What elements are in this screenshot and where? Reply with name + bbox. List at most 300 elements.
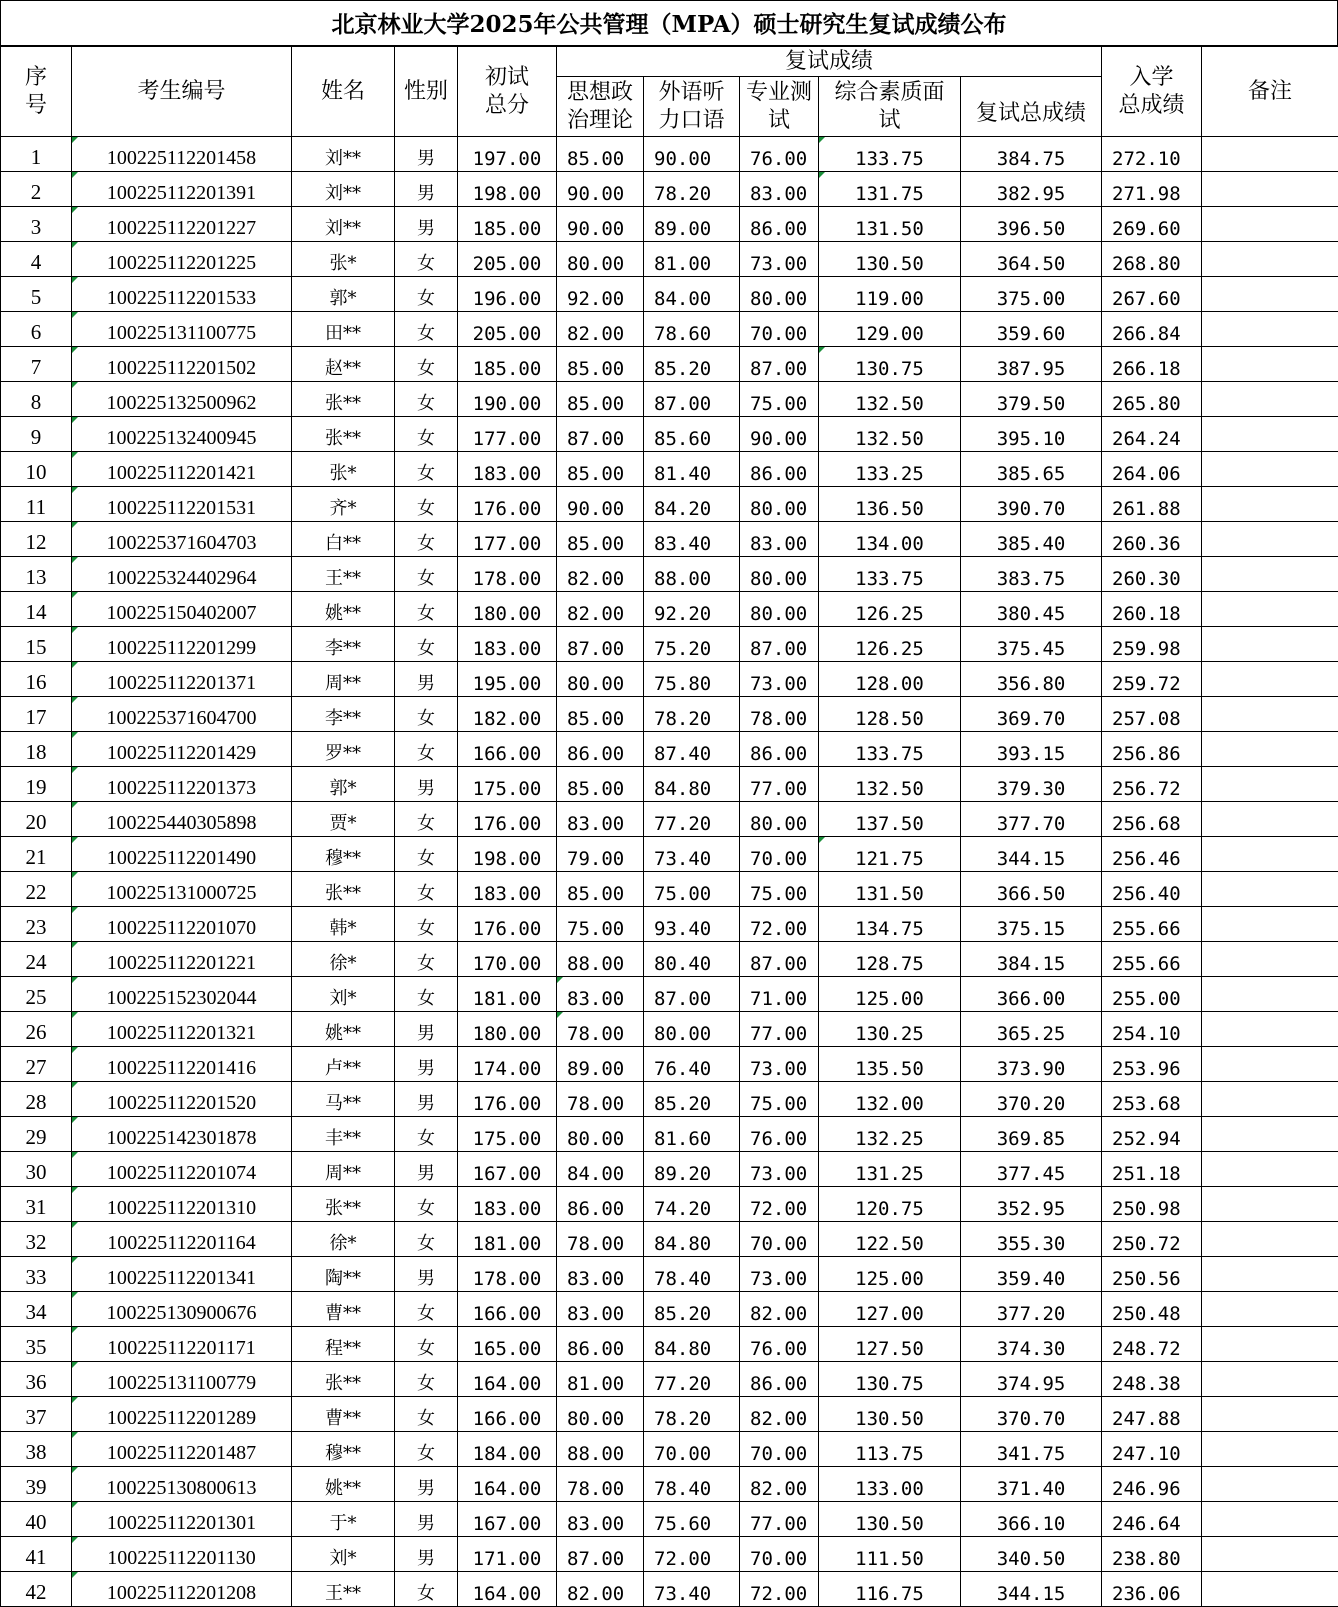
cell-remarks bbox=[1202, 1257, 1338, 1292]
cell-seq: 31 bbox=[1, 1187, 72, 1222]
cell-name: 张** bbox=[292, 417, 395, 452]
cell-comprehensive: 127.00 bbox=[819, 1292, 961, 1327]
cell-initial-score: 196.00 bbox=[458, 277, 557, 312]
cell-professional: 73.00 bbox=[740, 242, 819, 277]
table-row bbox=[1, 1257, 1338, 1292]
cell-admission-total: 238.80 bbox=[1102, 1537, 1202, 1572]
cell-professional: 83.00 bbox=[740, 172, 819, 207]
cell-initial-score: 183.00 bbox=[458, 1187, 557, 1222]
header-gender: 性别 bbox=[395, 47, 458, 137]
cell-admission-total: 253.68 bbox=[1102, 1082, 1202, 1117]
cell-name: 赵** bbox=[292, 347, 395, 382]
cell-professional: 82.00 bbox=[740, 1397, 819, 1432]
cell-remarks bbox=[1202, 487, 1338, 522]
cell-exam-id: 100225112201289 bbox=[72, 1397, 292, 1432]
cell-professional: 77.00 bbox=[740, 767, 819, 802]
cell-seq: 12 bbox=[1, 522, 72, 557]
cell-comprehensive: 130.75 bbox=[819, 1362, 961, 1397]
cell-retest-total: 359.60 bbox=[961, 312, 1102, 347]
cell-seq: 41 bbox=[1, 1537, 72, 1572]
cell-foreign-language: 75.20 bbox=[644, 627, 740, 662]
cell-retest-total: 375.00 bbox=[961, 277, 1102, 312]
cell-exam-id: 100225112201371 bbox=[72, 662, 292, 697]
cell-initial-score: 205.00 bbox=[458, 242, 557, 277]
cell-initial-score: 195.00 bbox=[458, 662, 557, 697]
cell-politics: 89.00 bbox=[557, 1047, 644, 1082]
page-title: 北京林业大学2025年公共管理（MPA）硕士研究生复试成绩公布 bbox=[0, 0, 1338, 46]
cell-gender: 女 bbox=[395, 1397, 458, 1432]
cell-admission-total: 254.10 bbox=[1102, 1012, 1202, 1047]
cell-professional: 83.00 bbox=[740, 522, 819, 557]
cell-comprehensive: 131.50 bbox=[819, 872, 961, 907]
cell-seq: 34 bbox=[1, 1292, 72, 1327]
cell-professional: 86.00 bbox=[740, 1362, 819, 1397]
cell-politics: 86.00 bbox=[557, 1327, 644, 1362]
cell-retest-total: 379.30 bbox=[961, 767, 1102, 802]
cell-foreign-language: 78.20 bbox=[644, 172, 740, 207]
cell-remarks bbox=[1202, 1327, 1338, 1362]
cell-exam-id: 100225112201070 bbox=[72, 907, 292, 942]
cell-comprehensive: 135.50 bbox=[819, 1047, 961, 1082]
cell-name: 刘** bbox=[292, 207, 395, 242]
cell-gender: 男 bbox=[395, 1257, 458, 1292]
cell-name: 卢** bbox=[292, 1047, 395, 1082]
cell-name: 程** bbox=[292, 1327, 395, 1362]
cell-remarks bbox=[1202, 557, 1338, 592]
cell-comprehensive: 136.50 bbox=[819, 487, 961, 522]
cell-initial-score: 176.00 bbox=[458, 487, 557, 522]
cell-seq: 25 bbox=[1, 977, 72, 1012]
cell-comprehensive: 128.75 bbox=[819, 942, 961, 977]
cell-exam-id: 100225112201421 bbox=[72, 452, 292, 487]
cell-foreign-language: 74.20 bbox=[644, 1187, 740, 1222]
cell-professional: 80.00 bbox=[740, 802, 819, 837]
cell-remarks bbox=[1202, 1117, 1338, 1152]
cell-professional: 86.00 bbox=[740, 452, 819, 487]
cell-admission-total: 256.68 bbox=[1102, 802, 1202, 837]
cell-gender: 女 bbox=[395, 312, 458, 347]
cell-professional: 76.00 bbox=[740, 137, 819, 172]
cell-remarks bbox=[1202, 1222, 1338, 1257]
cell-admission-total: 250.98 bbox=[1102, 1187, 1202, 1222]
cell-foreign-language: 77.20 bbox=[644, 802, 740, 837]
cell-gender: 女 bbox=[395, 487, 458, 522]
cell-foreign-language: 83.40 bbox=[644, 522, 740, 557]
cell-politics: 82.00 bbox=[557, 592, 644, 627]
cell-professional: 87.00 bbox=[740, 627, 819, 662]
cell-retest-total: 369.85 bbox=[961, 1117, 1102, 1152]
cell-foreign-language: 87.40 bbox=[644, 732, 740, 767]
cell-seq: 40 bbox=[1, 1502, 72, 1537]
cell-foreign-language: 72.00 bbox=[644, 1537, 740, 1572]
table-row bbox=[1, 242, 1338, 277]
table-row bbox=[1, 487, 1338, 522]
cell-admission-total: 251.18 bbox=[1102, 1152, 1202, 1187]
cell-name: 周** bbox=[292, 662, 395, 697]
table-row bbox=[1, 767, 1338, 802]
cell-comprehensive: 133.75 bbox=[819, 732, 961, 767]
cell-retest-total: 380.45 bbox=[961, 592, 1102, 627]
cell-seq: 27 bbox=[1, 1047, 72, 1082]
cell-admission-total: 248.72 bbox=[1102, 1327, 1202, 1362]
cell-name: 张** bbox=[292, 382, 395, 417]
cell-foreign-language: 90.00 bbox=[644, 137, 740, 172]
cell-remarks bbox=[1202, 382, 1338, 417]
cell-retest-total: 359.40 bbox=[961, 1257, 1102, 1292]
cell-remarks bbox=[1202, 592, 1338, 627]
table-body bbox=[1, 137, 1338, 1607]
cell-foreign-language: 84.20 bbox=[644, 487, 740, 522]
cell-gender: 男 bbox=[395, 767, 458, 802]
cell-politics: 86.00 bbox=[557, 1187, 644, 1222]
cell-name: 李** bbox=[292, 697, 395, 732]
cell-remarks bbox=[1202, 277, 1338, 312]
table-row bbox=[1, 802, 1338, 837]
cell-initial-score: 183.00 bbox=[458, 872, 557, 907]
cell-gender: 女 bbox=[395, 802, 458, 837]
cell-comprehensive: 131.75 bbox=[819, 172, 961, 207]
cell-politics: 78.00 bbox=[557, 1012, 644, 1047]
cell-comprehensive: 119.00 bbox=[819, 277, 961, 312]
cell-seq: 13 bbox=[1, 557, 72, 592]
cell-initial-score: 167.00 bbox=[458, 1152, 557, 1187]
cell-remarks bbox=[1202, 312, 1338, 347]
cell-politics: 88.00 bbox=[557, 942, 644, 977]
table-row bbox=[1, 557, 1338, 592]
cell-politics: 78.00 bbox=[557, 1082, 644, 1117]
cell-gender: 女 bbox=[395, 382, 458, 417]
cell-gender: 男 bbox=[395, 1012, 458, 1047]
cell-exam-id: 100225112201130 bbox=[72, 1537, 292, 1572]
table-row bbox=[1, 347, 1338, 382]
cell-gender: 男 bbox=[395, 207, 458, 242]
cell-remarks bbox=[1202, 837, 1338, 872]
cell-seq: 36 bbox=[1, 1362, 72, 1397]
cell-gender: 女 bbox=[395, 452, 458, 487]
cell-gender: 男 bbox=[395, 1047, 458, 1082]
cell-exam-id: 100225112201310 bbox=[72, 1187, 292, 1222]
cell-name: 张* bbox=[292, 242, 395, 277]
cell-comprehensive: 133.75 bbox=[819, 137, 961, 172]
cell-professional: 70.00 bbox=[740, 1222, 819, 1257]
cell-politics: 80.00 bbox=[557, 1397, 644, 1432]
cell-name: 周** bbox=[292, 1152, 395, 1187]
cell-professional: 87.00 bbox=[740, 942, 819, 977]
cell-admission-total: 250.56 bbox=[1102, 1257, 1202, 1292]
cell-professional: 87.00 bbox=[740, 347, 819, 382]
cell-comprehensive: 133.75 bbox=[819, 557, 961, 592]
cell-comprehensive: 111.50 bbox=[819, 1537, 961, 1572]
cell-admission-total: 246.96 bbox=[1102, 1467, 1202, 1502]
cell-seq: 33 bbox=[1, 1257, 72, 1292]
cell-name: 穆** bbox=[292, 837, 395, 872]
cell-name: 王** bbox=[292, 557, 395, 592]
cell-retest-total: 366.00 bbox=[961, 977, 1102, 1012]
cell-professional: 78.00 bbox=[740, 697, 819, 732]
cell-politics: 82.00 bbox=[557, 1572, 644, 1607]
cell-comprehensive: 132.25 bbox=[819, 1117, 961, 1152]
cell-initial-score: 190.00 bbox=[458, 382, 557, 417]
cell-initial-score: 177.00 bbox=[458, 417, 557, 452]
cell-gender: 男 bbox=[395, 1152, 458, 1187]
cell-exam-id: 100225112201341 bbox=[72, 1257, 292, 1292]
cell-retest-total: 387.95 bbox=[961, 347, 1102, 382]
cell-retest-total: 375.15 bbox=[961, 907, 1102, 942]
cell-initial-score: 170.00 bbox=[458, 942, 557, 977]
cell-gender: 男 bbox=[395, 1082, 458, 1117]
cell-remarks bbox=[1202, 942, 1338, 977]
cell-seq: 1 bbox=[1, 137, 72, 172]
cell-gender: 女 bbox=[395, 1117, 458, 1152]
cell-politics: 83.00 bbox=[557, 1292, 644, 1327]
cell-seq: 4 bbox=[1, 242, 72, 277]
cell-remarks bbox=[1202, 1292, 1338, 1327]
cell-politics: 81.00 bbox=[557, 1362, 644, 1397]
cell-remarks bbox=[1202, 662, 1338, 697]
cell-seq: 7 bbox=[1, 347, 72, 382]
cell-initial-score: 198.00 bbox=[458, 172, 557, 207]
header-professional: 专业测 试 bbox=[740, 77, 819, 137]
cell-name: 刘** bbox=[292, 137, 395, 172]
cell-exam-id: 100225112201487 bbox=[72, 1432, 292, 1467]
cell-admission-total: 265.80 bbox=[1102, 382, 1202, 417]
cell-seq: 14 bbox=[1, 592, 72, 627]
cell-admission-total: 260.36 bbox=[1102, 522, 1202, 557]
cell-retest-total: 365.25 bbox=[961, 1012, 1102, 1047]
header-exam-id: 考生编号 bbox=[72, 47, 292, 137]
score-table bbox=[0, 46, 1338, 1607]
cell-exam-id: 100225112201299 bbox=[72, 627, 292, 662]
cell-retest-total: 341.75 bbox=[961, 1432, 1102, 1467]
cell-foreign-language: 92.20 bbox=[644, 592, 740, 627]
cell-foreign-language: 89.20 bbox=[644, 1152, 740, 1187]
cell-seq: 21 bbox=[1, 837, 72, 872]
cell-exam-id: 100225131000725 bbox=[72, 872, 292, 907]
cell-name: 徐* bbox=[292, 942, 395, 977]
cell-remarks bbox=[1202, 137, 1338, 172]
cell-retest-total: 384.15 bbox=[961, 942, 1102, 977]
table-row bbox=[1, 312, 1338, 347]
cell-remarks bbox=[1202, 1187, 1338, 1222]
cell-exam-id: 100225112201301 bbox=[72, 1502, 292, 1537]
cell-retest-total: 340.50 bbox=[961, 1537, 1102, 1572]
cell-comprehensive: 132.50 bbox=[819, 382, 961, 417]
cell-foreign-language: 78.20 bbox=[644, 697, 740, 732]
cell-exam-id: 100225112201321 bbox=[72, 1012, 292, 1047]
cell-politics: 90.00 bbox=[557, 207, 644, 242]
cell-name: 刘** bbox=[292, 172, 395, 207]
cell-professional: 80.00 bbox=[740, 592, 819, 627]
cell-gender: 女 bbox=[395, 417, 458, 452]
cell-foreign-language: 87.00 bbox=[644, 382, 740, 417]
cell-initial-score: 176.00 bbox=[458, 907, 557, 942]
cell-remarks bbox=[1202, 207, 1338, 242]
cell-admission-total: 256.46 bbox=[1102, 837, 1202, 872]
cell-name: 陶** bbox=[292, 1257, 395, 1292]
cell-exam-id: 100225112201171 bbox=[72, 1327, 292, 1362]
cell-name: 郭* bbox=[292, 767, 395, 802]
table-row bbox=[1, 1572, 1338, 1607]
cell-professional: 76.00 bbox=[740, 1117, 819, 1152]
cell-foreign-language: 81.40 bbox=[644, 452, 740, 487]
cell-remarks bbox=[1202, 1432, 1338, 1467]
cell-name: 曹** bbox=[292, 1397, 395, 1432]
table-row bbox=[1, 627, 1338, 662]
cell-professional: 72.00 bbox=[740, 1187, 819, 1222]
cell-admission-total: 269.60 bbox=[1102, 207, 1202, 242]
cell-admission-total: 264.24 bbox=[1102, 417, 1202, 452]
cell-exam-id: 100225112201520 bbox=[72, 1082, 292, 1117]
cell-seq: 10 bbox=[1, 452, 72, 487]
cell-comprehensive: 129.00 bbox=[819, 312, 961, 347]
cell-initial-score: 183.00 bbox=[458, 627, 557, 662]
cell-admission-total: 247.10 bbox=[1102, 1432, 1202, 1467]
cell-admission-total: 260.18 bbox=[1102, 592, 1202, 627]
cell-name: 张** bbox=[292, 872, 395, 907]
cell-foreign-language: 70.00 bbox=[644, 1432, 740, 1467]
table-row bbox=[1, 1117, 1338, 1152]
cell-admission-total: 257.08 bbox=[1102, 697, 1202, 732]
cell-remarks bbox=[1202, 802, 1338, 837]
table-row bbox=[1, 1082, 1338, 1117]
cell-name: 韩* bbox=[292, 907, 395, 942]
cell-seq: 23 bbox=[1, 907, 72, 942]
table-row bbox=[1, 382, 1338, 417]
table-row bbox=[1, 872, 1338, 907]
header-initial-score: 初试 总分 bbox=[458, 47, 557, 137]
cell-foreign-language: 77.20 bbox=[644, 1362, 740, 1397]
cell-retest-total: 371.40 bbox=[961, 1467, 1102, 1502]
cell-retest-total: 377.70 bbox=[961, 802, 1102, 837]
cell-professional: 72.00 bbox=[740, 1572, 819, 1607]
cell-remarks bbox=[1202, 1362, 1338, 1397]
cell-foreign-language: 75.80 bbox=[644, 662, 740, 697]
cell-politics: 86.00 bbox=[557, 732, 644, 767]
cell-professional: 73.00 bbox=[740, 662, 819, 697]
cell-seq: 17 bbox=[1, 697, 72, 732]
cell-retest-total: 344.15 bbox=[961, 837, 1102, 872]
table-row bbox=[1, 662, 1338, 697]
cell-politics: 90.00 bbox=[557, 172, 644, 207]
cell-comprehensive: 134.00 bbox=[819, 522, 961, 557]
cell-politics: 87.00 bbox=[557, 627, 644, 662]
table-row bbox=[1, 1012, 1338, 1047]
cell-comprehensive: 128.00 bbox=[819, 662, 961, 697]
cell-remarks bbox=[1202, 347, 1338, 382]
cell-admission-total: 256.86 bbox=[1102, 732, 1202, 767]
header-comprehensive: 综合素质面 试 bbox=[819, 77, 961, 137]
cell-exam-id: 100225131100779 bbox=[72, 1362, 292, 1397]
cell-admission-total: 236.06 bbox=[1102, 1572, 1202, 1607]
header-foreign-language: 外语听 力口语 bbox=[644, 77, 740, 137]
cell-foreign-language: 76.40 bbox=[644, 1047, 740, 1082]
cell-gender: 女 bbox=[395, 1187, 458, 1222]
cell-gender: 女 bbox=[395, 907, 458, 942]
cell-comprehensive: 126.25 bbox=[819, 592, 961, 627]
cell-retest-total: 390.70 bbox=[961, 487, 1102, 522]
cell-initial-score: 180.00 bbox=[458, 592, 557, 627]
cell-foreign-language: 84.00 bbox=[644, 277, 740, 312]
cell-politics: 85.00 bbox=[557, 767, 644, 802]
cell-retest-total: 377.45 bbox=[961, 1152, 1102, 1187]
cell-exam-id: 100225112201373 bbox=[72, 767, 292, 802]
cell-politics: 83.00 bbox=[557, 1502, 644, 1537]
cell-comprehensive: 120.75 bbox=[819, 1187, 961, 1222]
cell-admission-total: 272.10 bbox=[1102, 137, 1202, 172]
cell-politics: 90.00 bbox=[557, 487, 644, 522]
cell-politics: 75.00 bbox=[557, 907, 644, 942]
cell-initial-score: 165.00 bbox=[458, 1327, 557, 1362]
cell-retest-total: 344.15 bbox=[961, 1572, 1102, 1607]
cell-seq: 35 bbox=[1, 1327, 72, 1362]
cell-exam-id: 100225324402964 bbox=[72, 557, 292, 592]
cell-professional: 75.00 bbox=[740, 382, 819, 417]
cell-foreign-language: 73.40 bbox=[644, 837, 740, 872]
cell-professional: 75.00 bbox=[740, 872, 819, 907]
cell-initial-score: 175.00 bbox=[458, 767, 557, 802]
cell-politics: 82.00 bbox=[557, 312, 644, 347]
cell-initial-score: 197.00 bbox=[458, 137, 557, 172]
cell-exam-id: 100225371604700 bbox=[72, 697, 292, 732]
cell-politics: 80.00 bbox=[557, 662, 644, 697]
cell-politics: 85.00 bbox=[557, 452, 644, 487]
cell-politics: 85.00 bbox=[557, 137, 644, 172]
cell-gender: 女 bbox=[395, 592, 458, 627]
cell-exam-id: 100225112201074 bbox=[72, 1152, 292, 1187]
cell-comprehensive: 132.50 bbox=[819, 417, 961, 452]
cell-seq: 19 bbox=[1, 767, 72, 802]
table-row bbox=[1, 907, 1338, 942]
cell-admission-total: 246.64 bbox=[1102, 1502, 1202, 1537]
cell-seq: 8 bbox=[1, 382, 72, 417]
cell-retest-total: 374.30 bbox=[961, 1327, 1102, 1362]
cell-exam-id: 100225142301878 bbox=[72, 1117, 292, 1152]
table-row bbox=[1, 1467, 1338, 1502]
cell-professional: 77.00 bbox=[740, 1012, 819, 1047]
cell-admission-total: 255.00 bbox=[1102, 977, 1202, 1012]
table-row bbox=[1, 522, 1338, 557]
cell-seq: 29 bbox=[1, 1117, 72, 1152]
cell-seq: 38 bbox=[1, 1432, 72, 1467]
cell-admission-total: 259.98 bbox=[1102, 627, 1202, 662]
cell-gender: 女 bbox=[395, 732, 458, 767]
cell-exam-id: 100225112201391 bbox=[72, 172, 292, 207]
cell-professional: 76.00 bbox=[740, 1327, 819, 1362]
cell-name: 穆** bbox=[292, 1432, 395, 1467]
cell-initial-score: 184.00 bbox=[458, 1432, 557, 1467]
cell-exam-id: 100225132400945 bbox=[72, 417, 292, 452]
cell-foreign-language: 93.40 bbox=[644, 907, 740, 942]
cell-remarks bbox=[1202, 627, 1338, 662]
cell-foreign-language: 84.80 bbox=[644, 1222, 740, 1257]
cell-retest-total: 382.95 bbox=[961, 172, 1102, 207]
cell-foreign-language: 80.00 bbox=[644, 1012, 740, 1047]
cell-name: 郭* bbox=[292, 277, 395, 312]
cell-retest-total: 377.20 bbox=[961, 1292, 1102, 1327]
cell-politics: 87.00 bbox=[557, 417, 644, 452]
cell-exam-id: 100225112201225 bbox=[72, 242, 292, 277]
cell-comprehensive: 131.25 bbox=[819, 1152, 961, 1187]
cell-comprehensive: 130.75 bbox=[819, 347, 961, 382]
cell-foreign-language: 78.20 bbox=[644, 1397, 740, 1432]
cell-retest-total: 366.50 bbox=[961, 872, 1102, 907]
cell-name: 贾* bbox=[292, 802, 395, 837]
cell-comprehensive: 125.00 bbox=[819, 977, 961, 1012]
cell-gender: 女 bbox=[395, 942, 458, 977]
cell-gender: 女 bbox=[395, 977, 458, 1012]
cell-retest-total: 383.75 bbox=[961, 557, 1102, 592]
table-row bbox=[1, 452, 1338, 487]
